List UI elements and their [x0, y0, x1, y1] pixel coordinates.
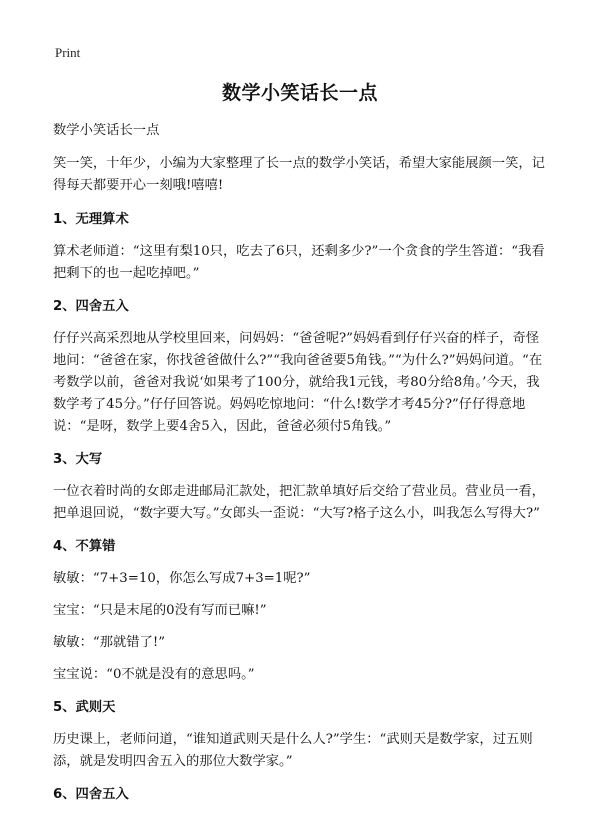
- section-4: [53, 536, 547, 686]
- section-2: [53, 296, 547, 438]
- section-heading: 6、四舍五入: [53, 787, 129, 802]
- section-5: [53, 697, 547, 773]
- article-subtitle: 数学小笑话长一点: [53, 123, 160, 138]
- section-paragraph: 历史课上，老师问道，“谁知道武则天是什么人?”学生：“武则天是数学家，过五则添，就是发明四舍五入的那位大数学家。”: [53, 732, 533, 769]
- article-body: [53, 120, 547, 817]
- dialogue-line: 敏敏：“那就错了!”: [53, 635, 166, 650]
- intro-paragraph: 笑一笑，十年少，小编为大家整理了长一点的数学小笑话，希望大家能展颜一笑，记得每天都要开心一刻哦!嘻嘻!: [53, 156, 545, 193]
- section-heading: 1、无理算术: [53, 212, 129, 227]
- page-title: 数学小笑话长一点: [221, 82, 378, 104]
- section-6: [53, 784, 547, 806]
- dialogue-line: 敏敏：“7+3=10，你怎么写成7+3=1呢?”: [53, 571, 311, 586]
- section-paragraph: 仔仔兴高采烈地从学校里回来，问妈妈：“爸爸呢?”妈妈看到仔仔兴奋的样子，奇怪地问：“爸爸在家，你找爸爸做什么?”“我向爸爸要5角钱。”“为什么?”妈妈问道。“在考数学以前，爸爸对我说‘如果考了100分，就给我1元钱，考80分给8角。’今天，我数学考了45分。”仔仔回答说。妈妈吃惊地问：“什么!数学才考45分?”仔仔得意地说：“是呀，数学上要4舍5入，因此，爸爸必须付5角钱。”: [53, 331, 543, 434]
- section-heading: 4、不算错: [53, 539, 116, 554]
- section-heading: 2、四舍五入: [53, 299, 129, 314]
- section-heading: 5、武则天: [53, 700, 116, 715]
- section-heading: 3、大写: [53, 452, 103, 467]
- print-label: Print: [55, 45, 81, 60]
- dialogue-line: 宝宝：“只是末尾的0没有写而已嘛!”: [53, 603, 267, 618]
- section-paragraph: 一位衣着时尚的女郎走进邮局汇款处，把汇款单填好后交给了营业员。营业员一看，把单退回说，“数字要大写。”女郎头一歪说：“大写?格子这么小，叫我怎么写得大?”: [53, 484, 545, 521]
- section-3: [53, 449, 547, 525]
- dialogue-line: 宝宝说：“0不就是没有的意思吗。”: [53, 667, 255, 682]
- section-paragraph: 算术老师道：“这里有梨10只，吃去了6只，还剩多少?”一个贪食的学生答道：“我看把剩下的也一起吃掉吧。”: [53, 244, 545, 281]
- section-1: [53, 209, 547, 285]
